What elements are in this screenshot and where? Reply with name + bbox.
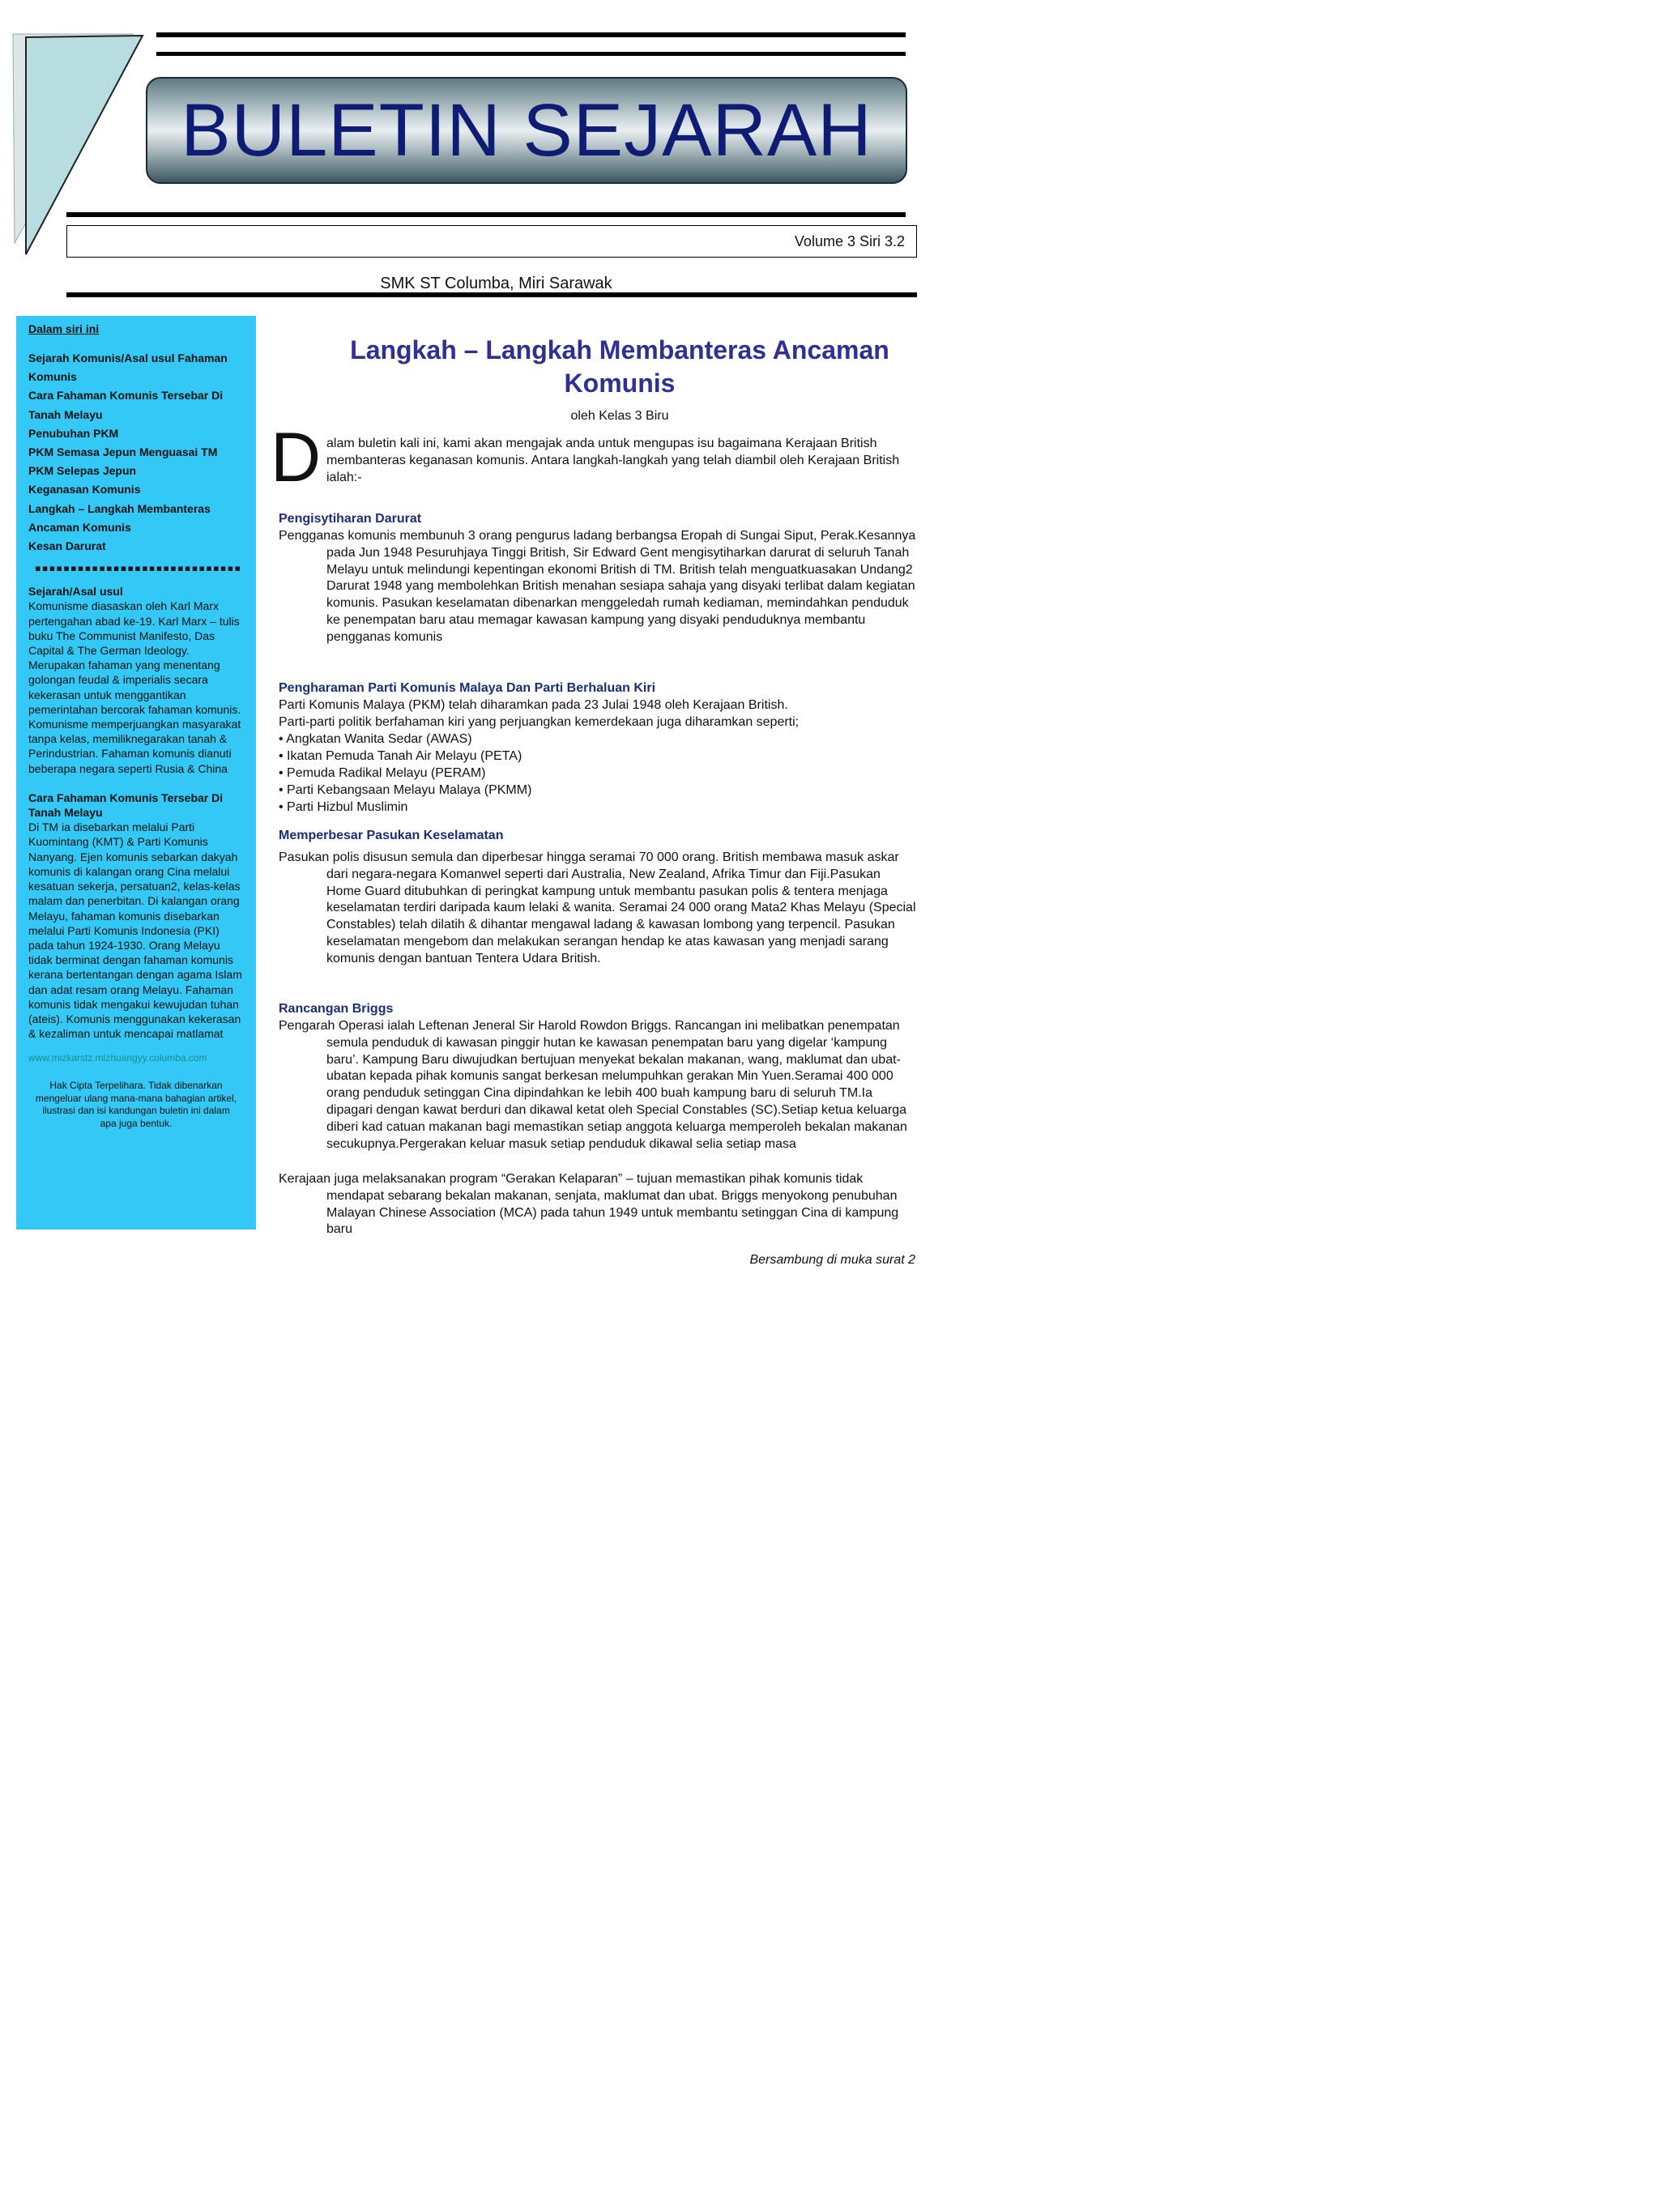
toc-heading: Dalam siri ini xyxy=(28,322,100,335)
continued-note: Bersambung di muka surat 2 xyxy=(749,1253,915,1267)
bullet-item: • Ikatan Pemuda Tanah Air Melayu (PETA) xyxy=(279,749,522,763)
toc-item: PKM Semasa Jepun Menguasai TM xyxy=(28,445,218,459)
section-title-briggs: Rancangan Briggs xyxy=(279,1002,394,1016)
section-line: Parti-parti politik berfahaman kiri yang perjuangkan kemerdekaan juga diharamkan seperti; xyxy=(279,715,800,729)
toc-item: Penubuhan PKM xyxy=(28,426,119,440)
bullet-item: • Parti Kebangsaan Melayu Malaya (PKMM) xyxy=(279,783,532,797)
sidebar-section-text: Komunisme diasaskan oleh Karl Marx pertengahan abad ke-19. Karl Marx – tulis buku The Communist Manifesto, Das Capital & The German Ideology. Merupakan fahaman yang menentang golongan feudal & imperialis secara kekerasan untuk menggantikan pemerintahan bercorak fahaman komunis. Komunisme memperjuangkan masyarakat tanpa kelas, memiliknegarakan tanah & Perindustrian. Fahaman komunis dianuti beberapa negara seperti Rusia & China xyxy=(28,599,241,775)
toc-item: Kesan Darurat xyxy=(28,539,106,553)
section-text-briggs: Pengarah Operasi ialah Leftenan Jeneral Sir Harold Rowdon Briggs. Rancangan ini melibatkan penempatan semula penduduk di kawasan pinggir hutan ke kawasan penempatan baru yang digelar ‘kampung baru’. Kampung Baru diwujudkan bertujuan menyekat bekalan makanan, wang, maklumat dan ubat-ubatan kepada pihak komunis sangat berkesan melumpuhkan gerakan Min Yuen.Seramai 400 000 orang penduduk setinggan Cina dipindahkan ke lebih 400 buah kampung baru di seluruh TM.Ia dipagari dengan kawat berduri dan dikawal ketat oleh Special Constables (SC).Setiap ketua keluarga diberi kad catuan makanan bagi memastikan setiap anggota keluarga memperoleh bekalan makanan secukupnya.Pergerakan keluar masuk setiap penduduk dikawal selia setiap masa xyxy=(279,1019,907,1151)
copyright-notice: Hak Cipta Terpelihara. Tidak dibenarkan mengeluar ulang mana-mana bahagian artikel, ilustrasi dan isi kandungan buletin ini dalam apa juga bentuk. xyxy=(35,1080,237,1129)
section-title-darurat: Pengisytiharan Darurat xyxy=(279,512,422,526)
article-intro: alam buletin kali ini, kami akan mengajak anda untuk mengupas isu bagaimana Kerajaan British membanteras keganasan komunis. Antara langkah-langkah yang telah diambil oleh Kerajaan British ialah:- xyxy=(326,437,900,484)
sidebar-section-title: Cara Fahaman Komunis Tersebar Di Tanah Melayu xyxy=(28,791,224,820)
toc-item: Cara Fahaman Komunis Tersebar Di Tanah Melayu xyxy=(28,389,224,421)
sidebar-section-title: Sejarah/Asal usul xyxy=(28,585,123,599)
bullet-item: • Parti Hizbul Muslimin xyxy=(279,800,408,814)
toc-list xyxy=(28,349,244,556)
sidebar xyxy=(16,316,256,1230)
volume-box xyxy=(66,225,917,258)
toc-item: PKM Selepas Jepun xyxy=(28,464,137,478)
toc-item: Keganasan Komunis xyxy=(28,483,141,497)
bullet-item: • Angkatan Wanita Sedar (AWAS) xyxy=(279,732,472,746)
section-line: Parti Komunis Malaya (PKM) telah diharamkan pada 23 Julai 1948 oleh Kerajaan British. xyxy=(279,698,788,712)
toc-item: Langkah – Langkah Membanteras Ancaman Komunis xyxy=(28,501,211,534)
toc-item: Sejarah Komunis/Asal usul Fahaman Komunis xyxy=(28,352,228,384)
section-title-pasukan: Memperbesar Pasukan Keselamatan xyxy=(279,829,504,842)
school-name: SMK ST Columba, Miri Sarawak xyxy=(380,275,612,292)
dotted-separator: ▪▪▪▪▪▪▪▪▪▪▪▪▪▪▪▪▪▪▪▪▪▪▪▪▪▪▪▪▪ xyxy=(35,560,242,578)
section-text-darurat: Pengganas komunis membunuh 3 orang pengurus ladang berbangsa Eropah di Sungai Siput, Perak.Kesannya pada Jun 1948 Pesuruhjaya Tinggi British, Sir Edward Gent mengisytiharkan darurat di seluruh Tanah Melayu untuk melindungi kepentingan ekonomi British di TM. British telah menguatkuasakan Undang2 Darurat 1948 yang membolehkan British menahan sesiapa sahaja yang disyaki terlibat dalam kegiatan komunis. Pasukan keselamatan dibenarkan menggeledah rumah kediaman, memindahkan penduduk ke penempatan baru atau memagar kawasan kampung yang disyaki penduduknya membantu pengganas komunis xyxy=(279,529,916,644)
drop-cap: D xyxy=(271,419,322,497)
bottom-rule xyxy=(66,292,917,297)
website-link[interactable]: www.mizkarstz.mizhuangyy.columba.com xyxy=(28,1052,207,1064)
section-title-pengharaman: Pengharaman Parti Komunis Malaya Dan Parti Berhaluan Kiri xyxy=(279,681,656,695)
bullet-item: • Pemuda Radikal Melayu (PERAM) xyxy=(279,766,486,780)
volume-label: Volume 3 Siri 3.2 xyxy=(794,233,905,249)
section-text-pasukan: Pasukan polis disusun semula dan diperbesar hingga seramai 70 000 orang. British membawa masuk askar dari negara-negara Komanwel seperti dari Australia, New Zealand, Afrika Timur dan Fiji.Pasukan Home Guard ditubuhkan di peringkat kampung untuk membantu pasukan polis & tentera menjaga keselamatan terdiri daripada kaum lelaki & wanita. Seramai 24 000 orang Mata2 Khas Melayu (Special Constables) telah dilatih & dihantar mengawal ladang & kawasan lombong yang terpencil. Pasukan keselamatan mengebom dan melakukan serangan hendap ke atas kawasan yang menjadi sarang komunis dengan bantuan Tentera Udara British. xyxy=(279,850,916,965)
top-rule-1 xyxy=(156,32,906,37)
masthead-triangle xyxy=(11,31,149,258)
top-rule-2 xyxy=(156,52,906,56)
bulletin-title: BULETIN SEJARAH xyxy=(181,89,872,172)
title-banner xyxy=(146,77,907,184)
sidebar-section-text: Di TM ia disebarkan melalui Parti Kuomintang (KMT) & Parti Komunis Nanyang. Ejen komunis sebarkan dakyah komunis di kalangan orang Cina melalui kesatuan sekerja, persatuan2, kelas-kelas malam dan penerbitan. Di kalangan orang Melayu, fahaman komunis disebarkan melalui Parti Komunis Indonesia (PKI) pada tahun 1924-1930. Orang Melayu tidak berminat dengan fahaman komunis kerana bertentangan dengan agama Islam dan adat resam orang Melayu. Fahaman komunis tidak mengakui kewujudan tuhan (ateis). Komunis menggunakan kekerasan & kezaliman untuk mencapai matlamat xyxy=(28,820,242,1041)
section-text-briggs-2: Kerajaan juga melaksanakan program “Gerakan Kelaparan” – tujuan memastikan pihak komunis tidak mendapat sebarang bekalan makanan, senjata, maklumat dan ubat. Briggs menyokong penubuhan Malayan Chinese Association (MCA) pada tahun 1949 untuk membantu setinggan Cina di kampung baru xyxy=(279,1172,899,1237)
mid-rule xyxy=(66,212,906,217)
article-headline: Langkah – Langkah Membanteras Ancaman Komunis xyxy=(350,335,889,398)
article-byline: oleh Kelas 3 Biru xyxy=(570,409,669,423)
